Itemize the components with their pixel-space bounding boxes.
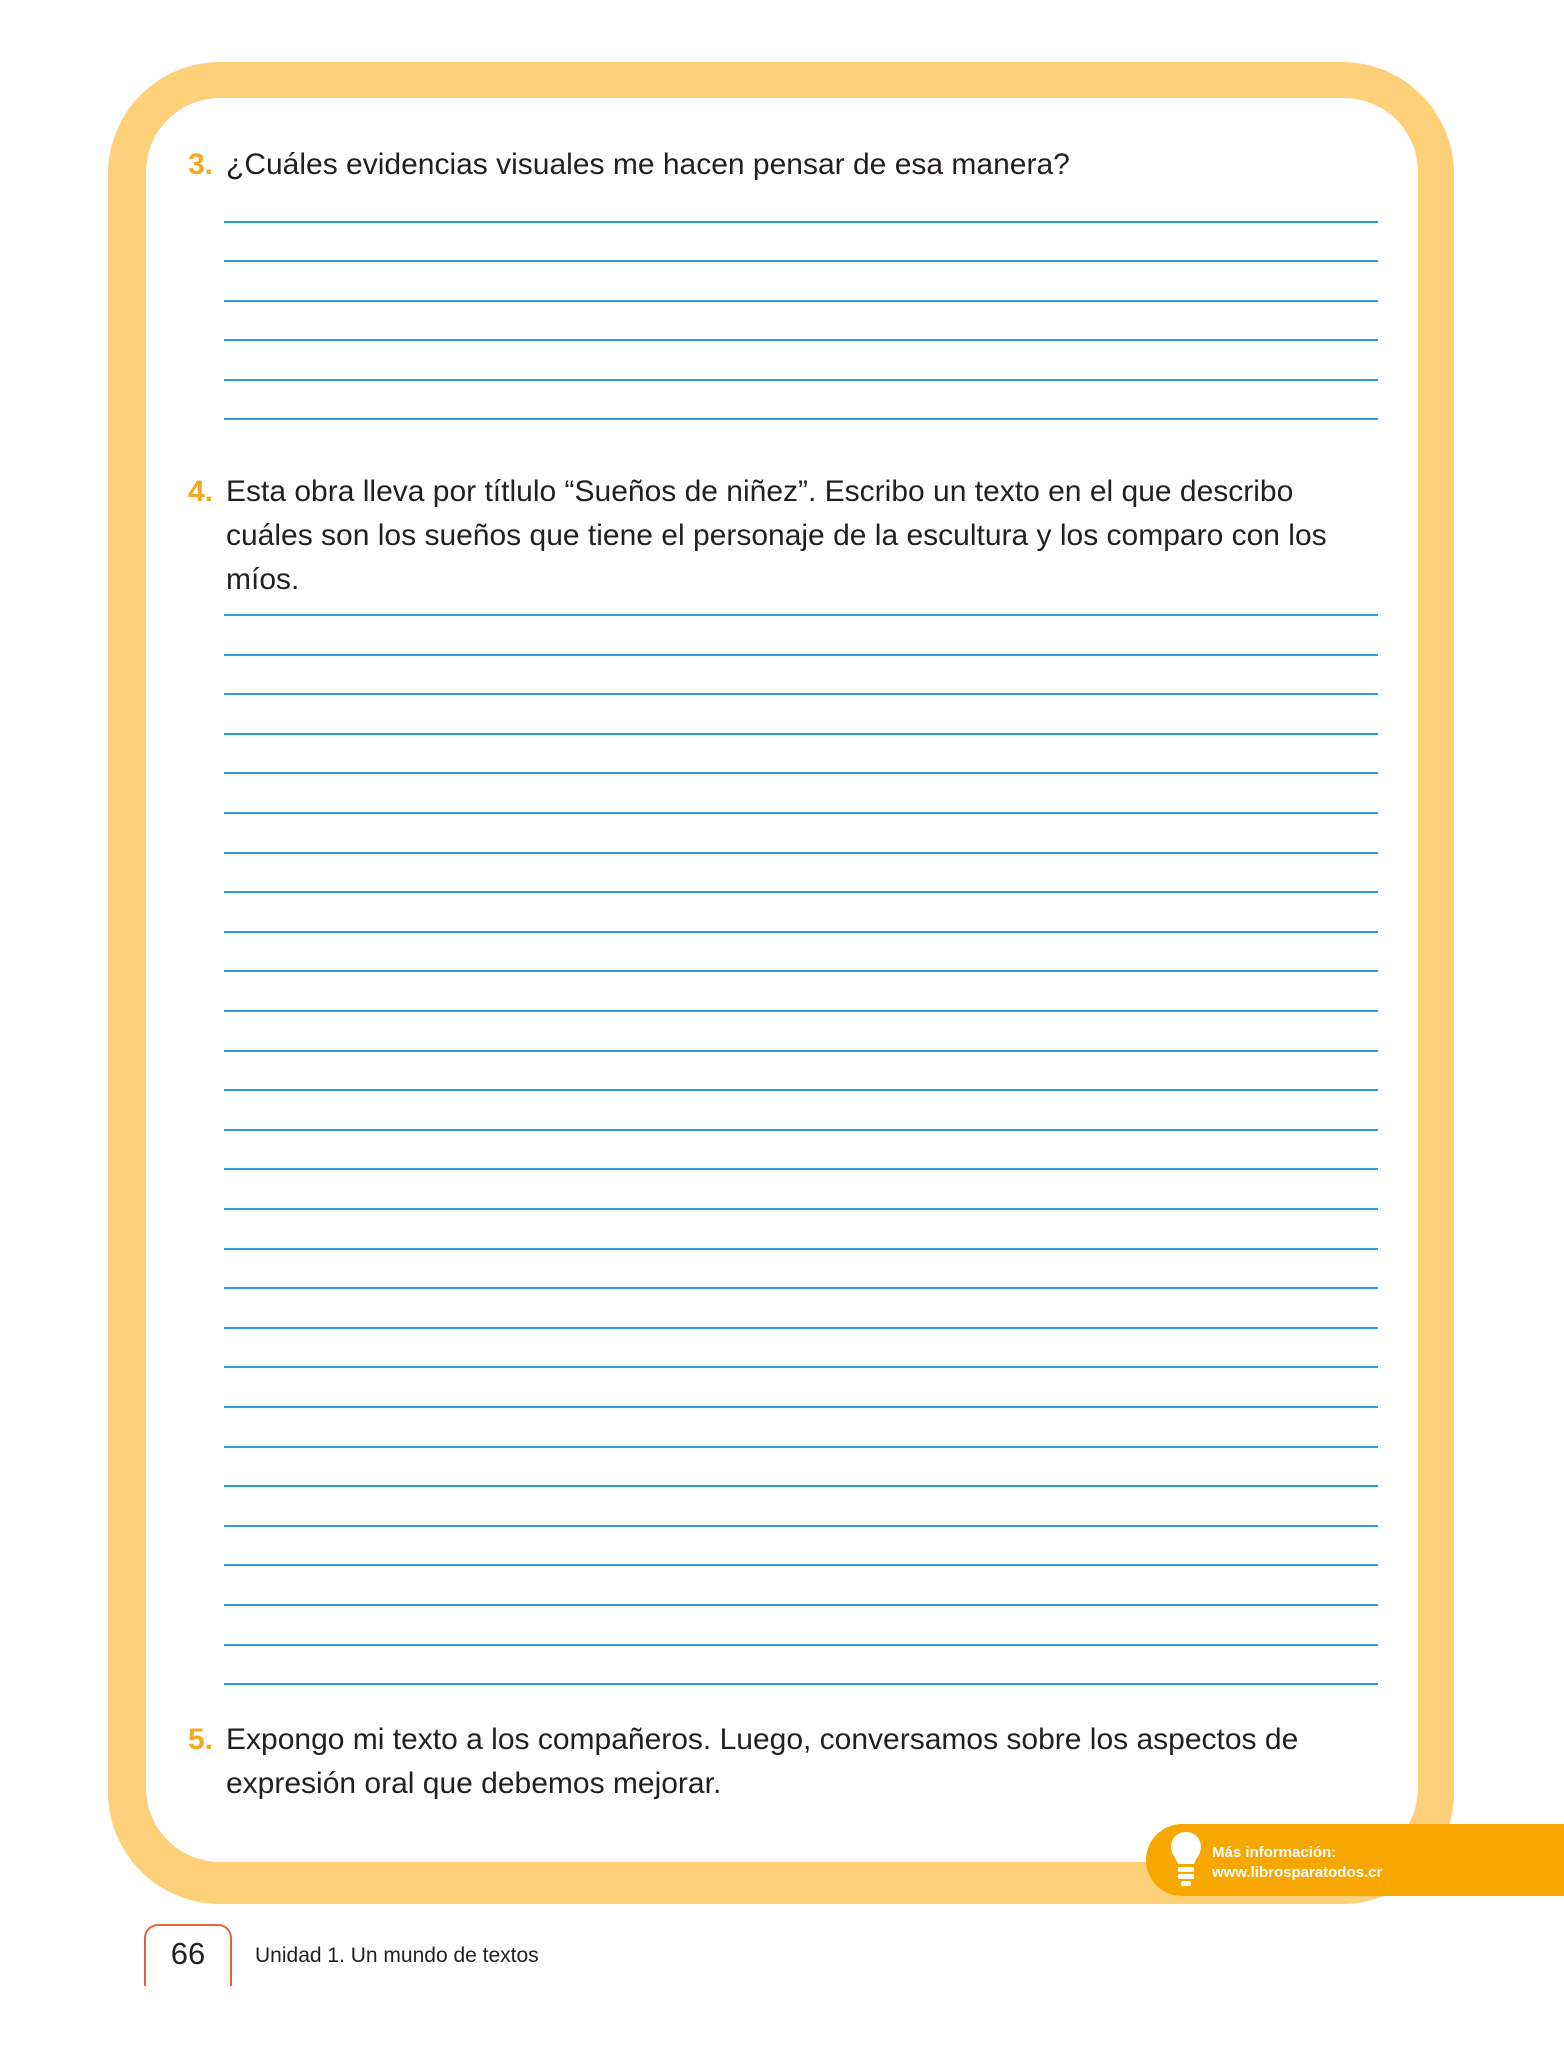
question-text: Esta obra lleva por títlulo “Sueños de niñez”. Escribo un texto en el que describo cuáles son los sueños que tiene el personaje de la escultura y los comparo con los míos. xyxy=(226,475,1327,596)
answer-line[interactable] xyxy=(224,1406,1378,1408)
answer-line[interactable] xyxy=(224,339,1378,341)
more-info-link[interactable]: www.librosparatodos.cr xyxy=(1212,1864,1383,1881)
answer-line[interactable] xyxy=(224,693,1378,695)
question-4 xyxy=(188,470,1388,602)
content-panel xyxy=(146,98,1418,1862)
answer-line[interactable] xyxy=(224,418,1378,420)
answer-line[interactable] xyxy=(224,1208,1378,1210)
answer-line[interactable] xyxy=(224,733,1378,735)
question-number: 4. xyxy=(188,475,214,508)
answer-line[interactable] xyxy=(224,1683,1378,1685)
answer-line[interactable] xyxy=(224,379,1378,381)
answer-line[interactable] xyxy=(224,1525,1378,1527)
answer-line[interactable] xyxy=(224,1366,1378,1368)
answer-line[interactable] xyxy=(224,1089,1378,1091)
answer-line[interactable] xyxy=(224,221,1378,223)
answer-line[interactable] xyxy=(224,1248,1378,1250)
question-3 xyxy=(188,143,1388,187)
question-number: 5. xyxy=(188,1723,214,1756)
answer-line[interactable] xyxy=(224,852,1378,854)
answer-line[interactable] xyxy=(224,1564,1378,1566)
unit-title: Unidad 1. Un mundo de textos xyxy=(255,1944,539,1967)
answer-line[interactable] xyxy=(224,1604,1378,1606)
answer-line[interactable] xyxy=(224,1644,1378,1646)
answer-line[interactable] xyxy=(224,1287,1378,1289)
answer-line[interactable] xyxy=(224,614,1378,616)
answer-line[interactable] xyxy=(224,1168,1378,1170)
answer-line[interactable] xyxy=(224,1129,1378,1131)
answer-line[interactable] xyxy=(224,1327,1378,1329)
answer-line[interactable] xyxy=(224,970,1378,972)
question-5 xyxy=(188,1718,1388,1806)
answer-line[interactable] xyxy=(224,812,1378,814)
answer-line[interactable] xyxy=(224,891,1378,893)
answer-line[interactable] xyxy=(224,931,1378,933)
question-number: 3. xyxy=(188,148,214,181)
question-text: Expongo mi texto a los compañeros. Luego, conversamos sobre los aspectos de expresión oral que debemos mejorar. xyxy=(226,1723,1299,1800)
answer-line[interactable] xyxy=(224,1050,1378,1052)
answer-line[interactable] xyxy=(224,1446,1378,1448)
question-text: ¿Cuáles evidencias visuales me hacen pensar de esa manera? xyxy=(226,148,1070,181)
page-number: 66 xyxy=(144,1924,232,1986)
more-info-label: Más información: xyxy=(1212,1844,1337,1861)
more-info-tab[interactable] xyxy=(1146,1824,1564,1896)
answer-line[interactable] xyxy=(224,260,1378,262)
answer-line[interactable] xyxy=(224,300,1378,302)
answer-line[interactable] xyxy=(224,1010,1378,1012)
answer-line[interactable] xyxy=(224,772,1378,774)
answer-line[interactable] xyxy=(224,1485,1378,1487)
lightbulb-icon xyxy=(1170,1830,1202,1890)
answer-line[interactable] xyxy=(224,654,1378,656)
